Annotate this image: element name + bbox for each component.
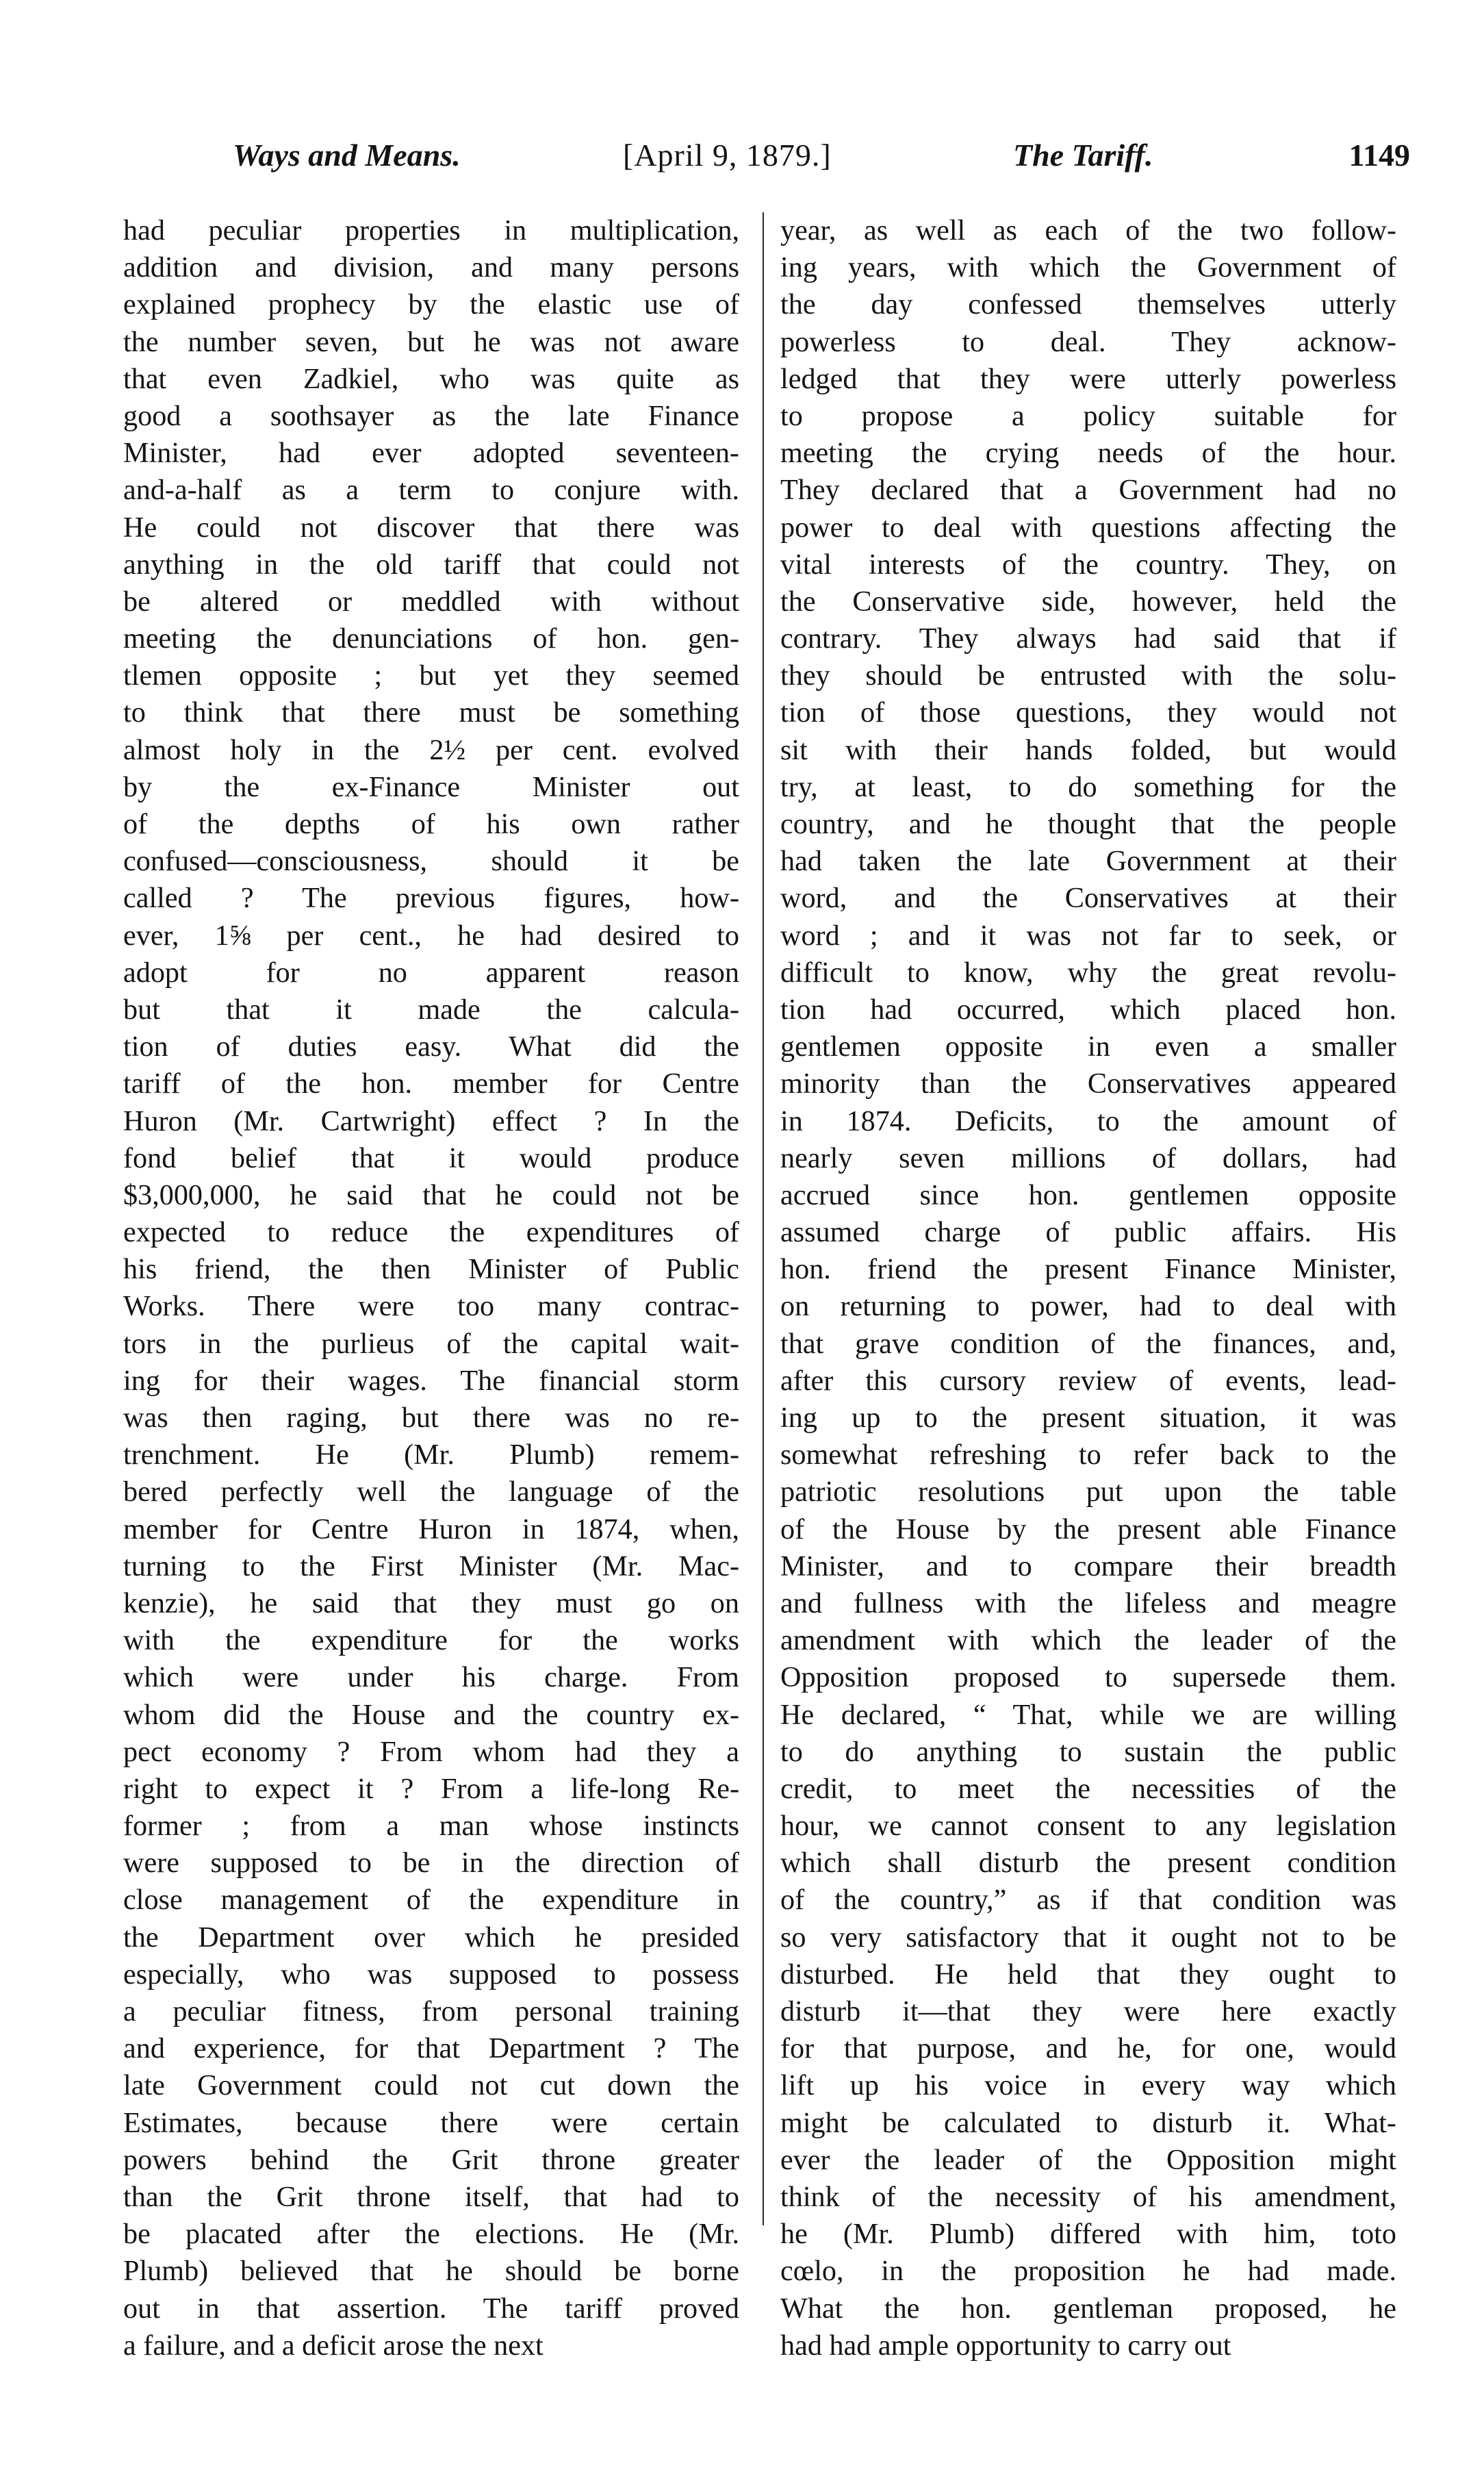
text-line: cœlo, in the proposition he had made. — [780, 2255, 1396, 2288]
text-line: expected to reduce the expenditures of — [123, 1216, 739, 1249]
text-line: that grave condition of the finances, and, — [780, 1327, 1396, 1360]
text-line: ever, 1⅝ per cent., he had desired to — [123, 919, 739, 952]
text-line: right to expect it ? From a life-long Re- — [123, 1772, 739, 1805]
text-line: word, and the Conservatives at their — [780, 882, 1396, 915]
text-line: He could not discover that there was — [123, 511, 739, 544]
text-line: nearly seven millions of dollars, had — [780, 1141, 1396, 1174]
text-line: of the country,” as if that condition was — [780, 1884, 1396, 1917]
text-line: explained prophecy by the elastic use of — [123, 288, 739, 321]
text-line: out in that assertion. The tariff proved — [123, 2292, 739, 2325]
text-line: almost holy in the 2½ per cent. evolved — [123, 733, 739, 766]
text-line: and-a-half as a term to conjure with. — [123, 474, 739, 507]
text-line: amendment with which the leader of the — [780, 1624, 1396, 1657]
text-line: which shall disturb the present condition — [780, 1847, 1396, 1880]
text-line: had had ample opportunity to carry out — [780, 2329, 1231, 2362]
text-line: disturbed. He held that they ought to — [780, 1958, 1396, 1990]
text-line: had taken the late Government at their — [780, 845, 1396, 878]
text-line: Huron (Mr. Cartwright) effect ? In the — [123, 1104, 739, 1137]
text-line: his friend, the then Minister of Public — [123, 1253, 739, 1286]
text-line: Opposition proposed to supersede them. — [780, 1661, 1396, 1694]
text-line: especially, who was supposed to possess — [123, 1958, 739, 1990]
text-line: think of the necessity of his amendment, — [780, 2180, 1396, 2213]
text-line: kenzie), he said that they must go on — [123, 1587, 739, 1619]
text-line: somewhat refreshing to refer back to the — [780, 1439, 1396, 1471]
text-line: addition and division, and many persons — [123, 251, 739, 284]
text-line: ing up to the present situation, it was — [780, 1402, 1396, 1434]
text-line: fond belief that it would produce — [123, 1141, 739, 1174]
text-line: Works. There were too many contrac- — [123, 1290, 739, 1323]
running-header — [233, 137, 1410, 185]
header-date: [April 9, 1879.] — [623, 138, 832, 173]
text-line: had peculiar properties in multiplication, — [123, 214, 739, 246]
text-line: called ? The previous figures, how- — [123, 882, 739, 915]
column-divider — [763, 212, 764, 2225]
text-line: credit, to meet the necessities of the — [780, 1772, 1396, 1805]
header-section-title: Ways and Means. — [233, 138, 461, 173]
text-line: were supposed to be in the direction of — [123, 1847, 739, 1880]
text-line: but that it made the calcula- — [123, 993, 739, 1026]
text-line: pect economy ? From whom had they a — [123, 1735, 739, 1768]
text-line: whom did the House and the country ex- — [123, 1698, 739, 1731]
text-line: turning to the First Minister (Mr. Mac- — [123, 1550, 739, 1582]
text-line: contrary. They always had said that if — [780, 622, 1396, 655]
text-line: try, at least, to do something for the — [780, 770, 1396, 803]
text-line: ing years, with which the Government of — [780, 251, 1396, 284]
text-line: to propose a policy suitable for — [780, 399, 1396, 432]
text-line: for that purpose, and he, for one, would — [780, 2032, 1396, 2065]
text-line: confused—consciousness, should it be — [123, 845, 739, 878]
text-line: accrued since hon. gentlemen opposite — [780, 1178, 1396, 1211]
text-line: tors in the purlieus of the capital wait- — [123, 1327, 739, 1360]
text-line: powers behind the Grit throne greater — [123, 2143, 739, 2176]
text-line: Minister, had ever adopted seventeen- — [123, 437, 739, 470]
text-line: a failure, and a deficit arose the next — [123, 2329, 543, 2362]
text-line: trenchment. He (Mr. Plumb) remem- — [123, 1439, 739, 1471]
text-line: and experience, for that Department ? The — [123, 2032, 739, 2065]
text-line: good a soothsayer as the late Finance — [123, 399, 739, 432]
text-line: so very satisfactory that it ought not to be — [780, 1921, 1396, 1954]
text-line: $3,000,000, he said that he could not be — [123, 1178, 739, 1211]
text-line: adopt for no apparent reason — [123, 956, 739, 989]
text-line: with the expenditure for the works — [123, 1624, 739, 1657]
right-text-column — [780, 212, 1396, 2364]
page-number: 1149 — [1348, 138, 1410, 173]
text-line: Minister, and to compare their breadth — [780, 1550, 1396, 1582]
text-line: on returning to power, had to deal with — [780, 1290, 1396, 1323]
text-line: ing for their wages. The financial storm — [123, 1364, 739, 1397]
left-text-column — [123, 212, 739, 2364]
text-line: ever the leader of the Opposition might — [780, 2143, 1396, 2176]
text-line: tion of those questions, they would not — [780, 696, 1396, 729]
text-line: former ; from a man whose instincts — [123, 1810, 739, 1843]
text-line: They declared that a Government had no — [780, 474, 1396, 507]
text-line: and fullness with the lifeless and meagre — [780, 1587, 1396, 1619]
header-topic: The Tariff. — [1013, 138, 1153, 173]
text-line: he (Mr. Plumb) differed with him, toto — [780, 2218, 1396, 2251]
text-line: What the hon. gentleman proposed, he — [780, 2292, 1396, 2325]
text-line: minority than the Conservatives appeared — [780, 1067, 1396, 1100]
text-line: close management of the expenditure in — [123, 1884, 739, 1917]
text-line: of the depths of his own rather — [123, 808, 739, 840]
text-line: be altered or meddled with without — [123, 585, 739, 618]
text-line: country, and he thought that the people — [780, 808, 1396, 840]
text-line: lift up his voice in every way which — [780, 2069, 1396, 2102]
text-line: difficult to know, why the great revolu- — [780, 956, 1396, 989]
text-line: assumed charge of public affairs. His — [780, 1216, 1396, 1249]
text-line: hour, we cannot consent to any legislation — [780, 1810, 1396, 1843]
text-line: word ; and it was not far to seek, or — [780, 919, 1396, 952]
text-line: after this cursory review of events, lead- — [780, 1364, 1396, 1397]
text-line: to do anything to sustain the public — [780, 1735, 1396, 1768]
text-line: by the ex-Finance Minister out — [123, 770, 739, 803]
text-line: late Government could not cut down the — [123, 2069, 739, 2102]
text-line: be placated after the elections. He (Mr. — [123, 2218, 739, 2251]
text-line: tion of duties easy. What did the — [123, 1031, 739, 1063]
text-line: vital interests of the country. They, on — [780, 548, 1396, 581]
text-line: tariff of the hon. member for Centre — [123, 1067, 739, 1100]
text-line: tlemen opposite ; but yet they seemed — [123, 659, 739, 692]
text-line: disturb it—that they were here exactly — [780, 1995, 1396, 2027]
text-line: gentlemen opposite in even a smaller — [780, 1031, 1396, 1063]
text-line: that even Zadkiel, who was quite as — [123, 362, 739, 395]
text-line: to think that there must be something — [123, 696, 739, 729]
text-line: meeting the crying needs of the hour. — [780, 437, 1396, 470]
text-line: Estimates, because there were certain — [123, 2106, 739, 2139]
text-line: might be calculated to disturb it. What- — [780, 2106, 1396, 2139]
text-line: the Department over which he presided — [123, 1921, 739, 1954]
text-line: hon. friend the present Finance Minister, — [780, 1253, 1396, 1286]
text-line: the Conservative side, however, held the — [780, 585, 1396, 618]
text-line: than the Grit throne itself, that had to — [123, 2180, 739, 2213]
text-line: they should be entrusted with the solu- — [780, 659, 1396, 692]
text-line: was then raging, but there was no re- — [123, 1402, 739, 1434]
text-line: He declared, “ That, while we are willing — [780, 1698, 1396, 1731]
text-line: ledged that they were utterly powerless — [780, 362, 1396, 395]
text-line: power to deal with questions affecting the — [780, 511, 1396, 544]
text-line: sit with their hands folded, but would — [780, 733, 1396, 766]
text-line: of the House by the present able Finance — [780, 1513, 1396, 1545]
text-line: the day confessed themselves utterly — [780, 288, 1396, 321]
text-line: in 1874. Deficits, to the amount of — [780, 1104, 1396, 1137]
text-line: powerless to deal. They acknow- — [780, 325, 1396, 358]
text-line: tion had occurred, which placed hon. — [780, 993, 1396, 1026]
text-line: Plumb) believed that he should be borne — [123, 2255, 739, 2288]
text-line: which were under his charge. From — [123, 1661, 739, 1694]
text-line: member for Centre Huron in 1874, when, — [123, 1513, 739, 1545]
text-line: the number seven, but he was not aware — [123, 325, 739, 358]
text-line: patriotic resolutions put upon the table — [780, 1476, 1396, 1508]
text-line: anything in the old tariff that could not — [123, 548, 739, 581]
text-line: meeting the denunciations of hon. gen- — [123, 622, 739, 655]
text-line: a peculiar fitness, from personal training — [123, 1995, 739, 2027]
text-line: year, as well as each of the two follow- — [780, 214, 1396, 246]
text-line: bered perfectly well the language of the — [123, 1476, 739, 1508]
